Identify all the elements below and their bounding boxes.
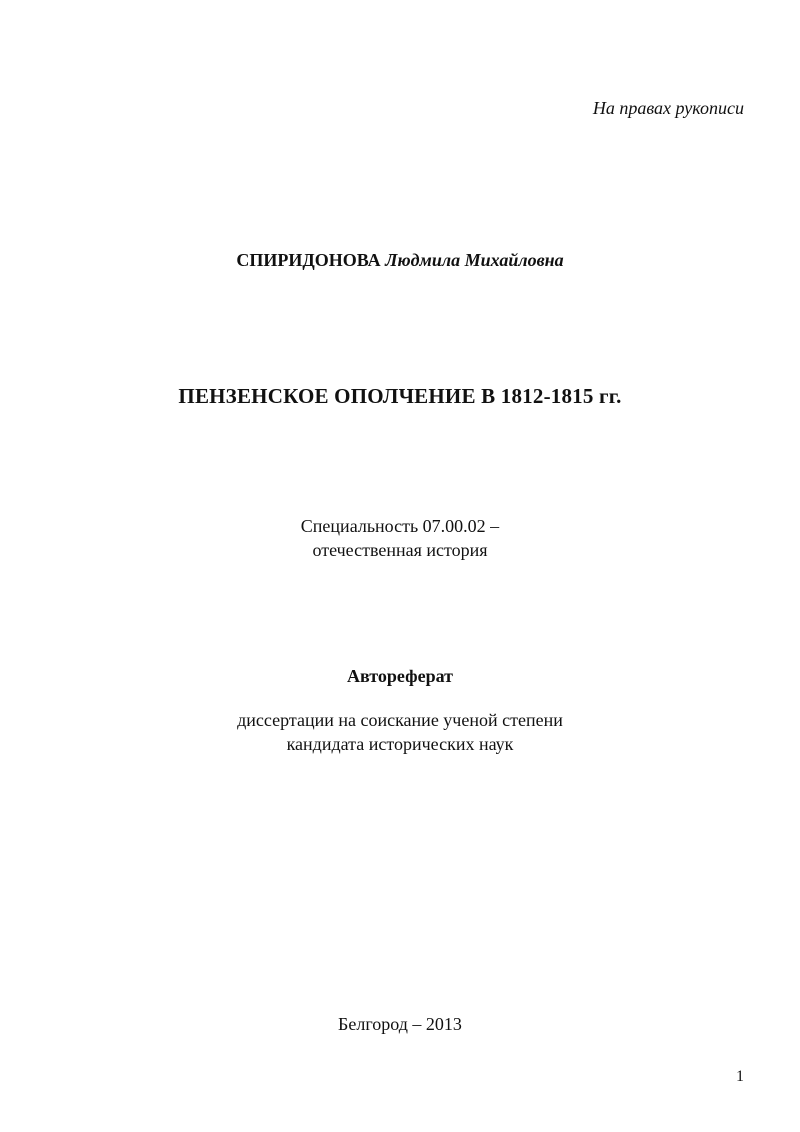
abstract-heading: Автореферат (347, 666, 453, 686)
degree-description (0, 708, 800, 756)
dissertation-title: ПЕНЗЕНСКОЕ ОПОЛЧЕНИЕ В 1812-1815 гг. (178, 384, 622, 408)
page-number: 1 (736, 1068, 744, 1085)
specialty-code-line: Специальность 07.00.02 – (300, 516, 500, 536)
author-given-names: Людмила Михайловна (385, 250, 564, 270)
manuscript-rights-notice: На правах рукописи (592, 98, 744, 118)
specialty-name-line: отечественная история (312, 540, 488, 560)
degree-line-1: диссертации на соискание ученой степени (237, 710, 563, 730)
author-surname: СПИРИДОНОВА (236, 250, 381, 270)
specialty-block (0, 514, 800, 562)
author-name (0, 250, 800, 271)
place-and-year: Белгород – 2013 (338, 1014, 462, 1034)
degree-line-2: кандидата исторических наук (286, 734, 514, 754)
